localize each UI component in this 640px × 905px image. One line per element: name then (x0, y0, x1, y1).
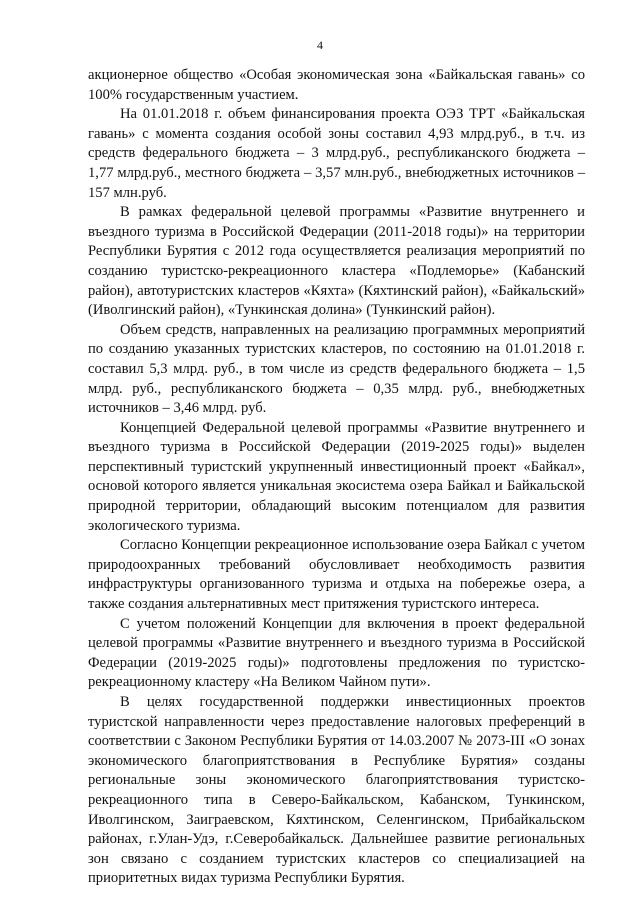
document-body (88, 66, 585, 889)
paragraph-tea-road-cluster: С учетом положений Концепции для включения в проект федеральной целевой программы «Развитие внутреннего и въездного туризма в Российской Федерации (2019-2025 годы)» подготовлены предложения по туристско-рекреационному кластеру «На Великом Чайном пути». (88, 615, 585, 691)
page-number: 4 (317, 38, 323, 52)
paragraph-concept: Концепцией Федеральной целевой программы «Развитие внутреннего и въездного туризма в Российской Федерации (2019-2025 годы)» выделен перспективный туристский укрупненный инвестиционный проект «Байкал», основой которого является уникальная экосистема озера Байкал и Байкальской природной территории, обладающий высоким потенциалом для развития экологического туризма. (88, 419, 585, 534)
paragraph-funds-volume: Объем средств, направленных на реализацию программных мероприятий по созданию указанных туристских кластеров, по состоянию на 01.01.2018 г. составил 5,3 млрд. руб., в том числе из средств федерального бюджета – 1,5 млрд. руб., республиканского бюджета – 0,35 млрд. руб., внебюджетных источников – 3,46 млрд. руб. (88, 321, 585, 417)
paragraph-financing: На 01.01.2018 г. объем финансирования проекта ОЭЗ ТРТ «Байкальская гавань» с момента создания особой зоны составил 4,93 млрд.руб., в т.ч. из средств федерального бюджета – 3 млрд.руб., республиканского бюджета – 1,77 млрд.руб., местного бюджета – 3,57 млн.руб., внебюджетных источников – 157 млн.руб. (88, 106, 585, 201)
paragraph-continuation: акционерное общество «Особая экономическая зона «Байкальская гавань» со 100% государственным участием. (88, 67, 585, 103)
paragraph-economic-zones: В целях государственной поддержки инвестиционных проектов туристской направленности через предоставление налоговых преференций в соответствии с Законом Республики Бурятия от 14.03.2007 № 2073-III «О зонах экономического благоприятствования в Республике Бурятия» созданы региональные зоны экономического благоприятствования туристско-рекреационного типа в Северо-Байкальском, Кабанском, Тункинском, Иволгинском, Заиграевском, Кяхтинском, Селенгинском, Прибайкальском районах, г.Улан-Удэ, г.Северобайкальск. Дальнейшее развитие региональных зон связано с созданием туристских кластеров со специализацией на приоритетных видах туризма Республики Бурятия. (88, 694, 585, 887)
paragraph-recreation-use: Согласно Концепции рекреационное использование озера Байкал с учетом природоохранных требований обусловливает необходимость развития инфраструктуры организованного туризма и отдыха на побережье озера, а также создания альтернативных мест притяжения туристского интереса. (88, 537, 585, 613)
paragraph-federal-program: В рамках федеральной целевой программы «Развитие внутреннего и въездного туризма в Российской Федерации (2011-2018 годы)» на территории Республики Бурятия с 2012 года осуществляется реализация мероприятий по созданию туристско-рекреационного кластера «Подлеморье» (Кабанский район), автотуристских кластеров «Кяхта» (Кяхтинский район), «Байкальский» (Иволгинский район), «Тункинская долина» (Тункинский район). (88, 204, 585, 319)
